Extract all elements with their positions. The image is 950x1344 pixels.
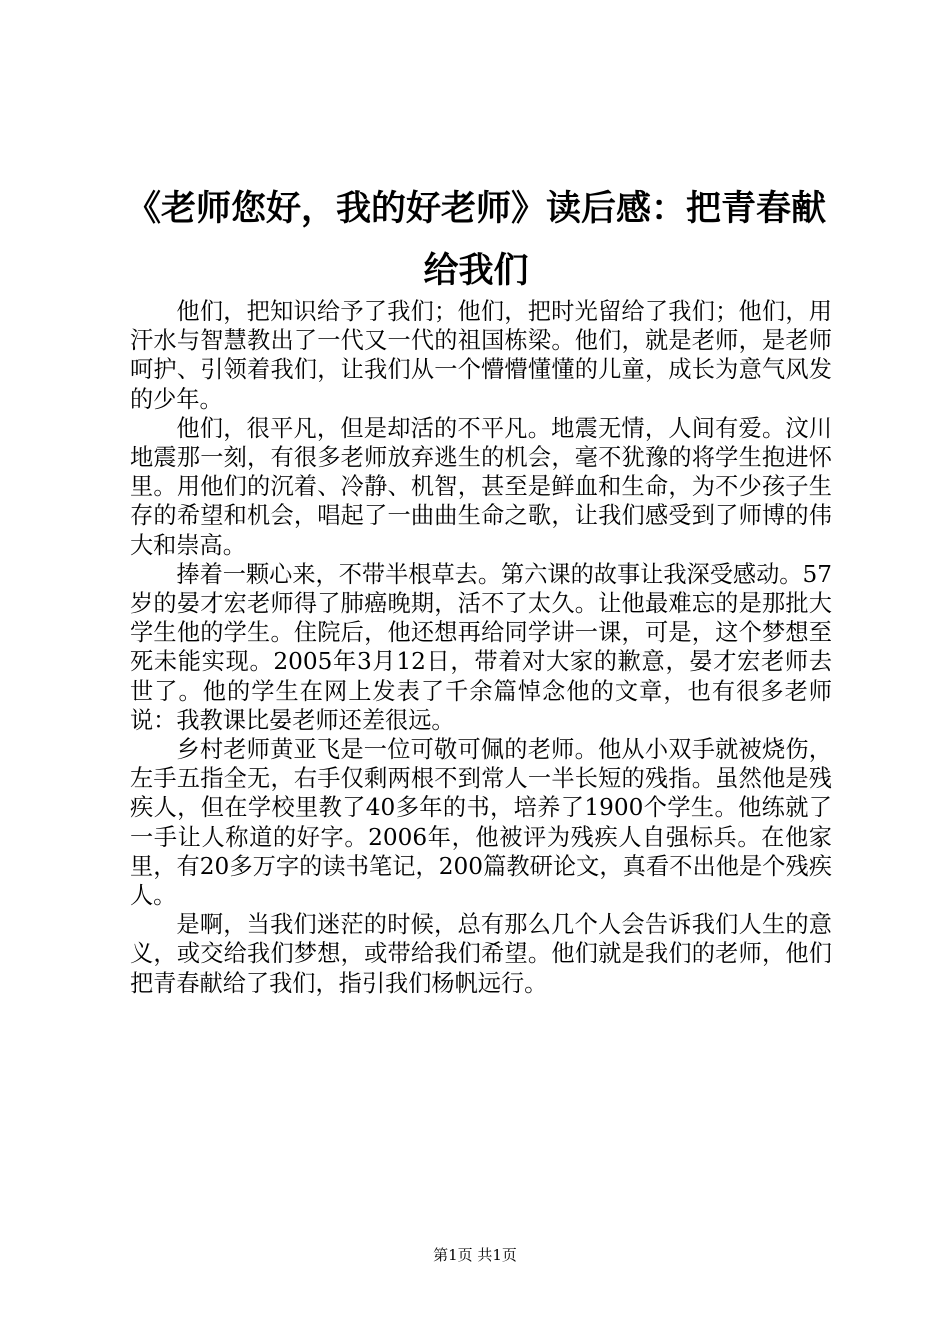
document-body (130, 297, 832, 998)
paragraph: 他们，很平凡，但是却活的不平凡。地震无情，人间有爱。汶川地震那一刻，有很多老师放弃逃生的机会，毫不犹豫的将学生抱进怀里。用他们的沉着、冷静、机智，甚至是鲜血和生命，为不少孩子生存的希望和机会，唱起了一曲曲生命之歌，让我们感受到了师博的伟大和崇高。 (130, 414, 832, 559)
paragraph: 他们，把知识给予了我们；他们，把时光留给了我们；他们，用汗水与智慧教出了一代又一代的祖国栋梁。他们，就是老师，是老师呵护、引领着我们，让我们从一个懵懵懂懂的儿童，成长为意气风发的少年。 (130, 298, 832, 413)
paragraph: 是啊，当我们迷茫的时候，总有那么几个人会告诉我们人生的意义，或交给我们梦想，或带给我们希望。他们就是我们的老师，他们把青春献给了我们，指引我们杨帆远行。 (130, 911, 832, 997)
document-title: 《老师您好，我的好老师》读后感：把青春献给我们 (125, 188, 826, 291)
paragraph: 乡村老师黄亚飞是一位可敬可佩的老师。他从小双手就被烧伤，左手五指全无，右手仅剩两根不到常人一半长短的残指。虽然他是残疾人，但在学校里教了40多年的书，培养了1900个学生。他练就了一手让人称道的好字。2006年，他被评为残疾人自强标兵。在他家里，有20多万字的读书笔记，200篇教研论文，真看不出他是个残疾人。 (130, 736, 832, 910)
paragraph: 捧着一颗心来，不带半根草去。第六课的故事让我深受感动。57岁的晏才宏老师得了肺癌晚期，活不了太久。让他最难忘的是那批大学生他的学生。住院后，他还想再给同学讲一课，可是，这个梦想至死未能实现。2005年3月12日，带着对大家的歉意，晏才宏老师去世了。他的学生在网上发表了千余篇悼念他的文章，也有很多老师说：我教课比晏老师还差很远。 (130, 560, 832, 734)
page-footer: 第1页 共1页 (433, 1246, 517, 1264)
